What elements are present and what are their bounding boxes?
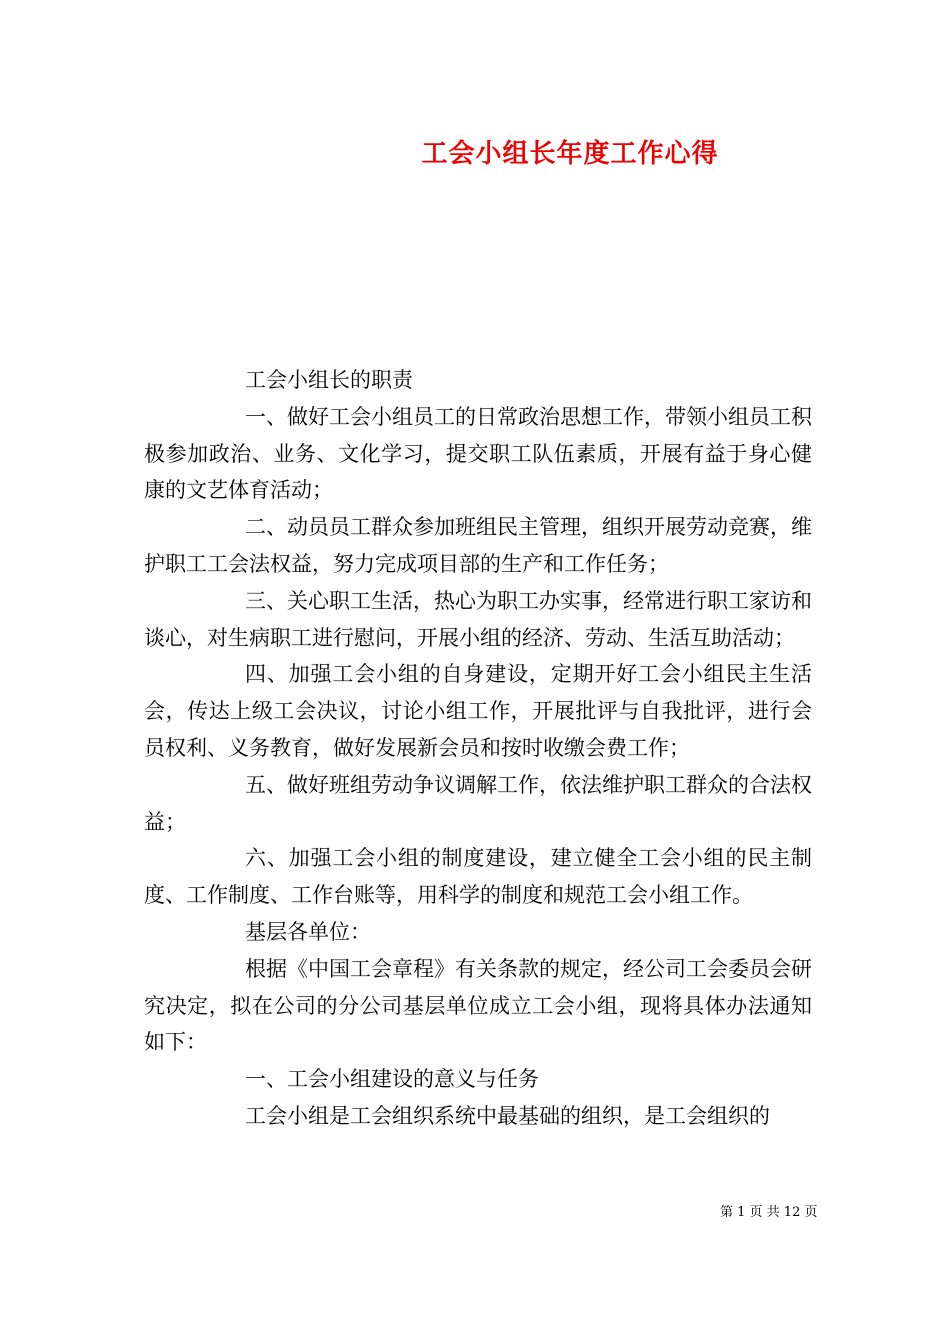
paragraph-4: 三、关心职工生活，热心为职工办实事，经常进行职工家访和谈心，对生病职工进行慰问，开展小组的经济、劳动、生活互助活动； xyxy=(144,588,812,650)
paragraph-6: 五、做好班组劳动争议调解工作，依法维护职工群众的合法权益； xyxy=(144,772,812,834)
paragraph-11: 工会小组是工会组织系统中最基础的组织，是工会组织的 xyxy=(245,1103,770,1128)
page-number-footer: 第 1 页 共 12 页 xyxy=(720,1205,818,1220)
paragraph-1: 工会小组长的职责 xyxy=(245,368,413,392)
paragraph-9: 根据《中国工会章程》有关条款的规定，经公司工会委员会研究决定，拟在公司的分公司基层单位成立工会小组，现将具体办法通知如下： xyxy=(144,956,812,1055)
document-title: 工会小组长年度工作心得 xyxy=(421,139,719,169)
document-body xyxy=(144,362,812,1135)
paragraph-2: 一、做好工会小组员工的日常政治思想工作，带领小组员工积极参加政治、业务、文化学习，提交职工队伍素质，开展有益于身心健康的文艺体育活动； xyxy=(144,404,812,503)
paragraph-5: 四、加强工会小组的自身建设，定期开好工会小组民主生活会，传达上级工会决议，讨论小组工作，开展批评与自我批评，进行会员权利、义务教育，做好发展新会员和按时收缴会费工作； xyxy=(144,662,812,760)
paragraph-3: 二、动员员工群众参加班组民主管理，组织开展劳动竞赛，维护职工工会法权益，努力完成项目部的生产和工作任务； xyxy=(144,515,812,576)
paragraph-8: 基层各单位： xyxy=(245,919,371,944)
paragraph-10: 一、工会小组建设的意义与任务 xyxy=(245,1067,539,1092)
paragraph-7: 六、加强工会小组的制度建设，建立健全工会小组的民主制度、工作制度、工作台账等，用科学的制度和规范工会小组工作。 xyxy=(144,846,812,908)
